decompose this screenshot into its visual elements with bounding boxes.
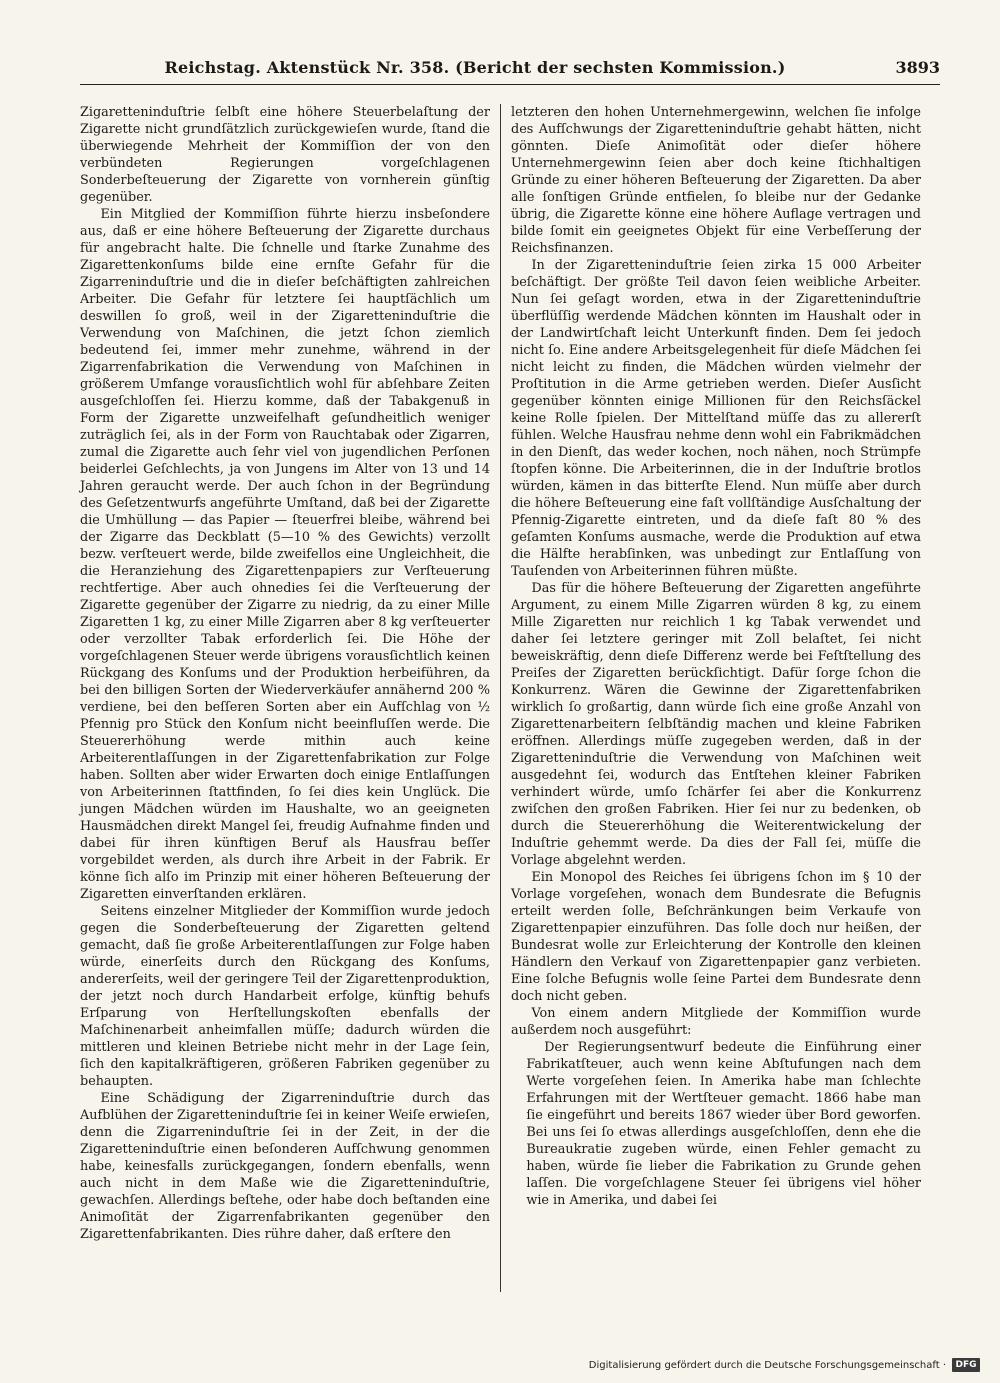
page-number: 3893 (895, 58, 940, 77)
paragraph: Seitens einzelner Mitglieder der Kommiſſion wurde jedoch gegen die Sonderbeſteuerung der Zigaretten geltend gemacht, daß ſie große Arbeiterentlaſſungen zur Folge haben würde, einerſeits durch den Rückgang des Konſums, andererſeits, weil der geringere Teil der Zigarettenproduktion, der jetzt noch durch Handarbeit erfolge, künftig behufs Erſparung von Herſtellungskoſten ebenfalls der Maſchinenarbeit anheimfallen müſſe; dadurch würden die mittleren und kleinen Betriebe nicht mehr in der Lage ſein, ſich den kapitalkräftigeren, größeren Fabriken gegenüber zu behaupten. (80, 904, 490, 1089)
footer-text: Digitalisierung gefördert durch die Deutsche Forschungsgemeinschaft · (588, 1359, 946, 1371)
quoted-paragraph: Der Regierungsentwurf bedeute die Einführung einer Fabrikatſteuer, auch wenn keine Abſtufungen nach dem Werte vorgeſehen ſeien. In Amerika habe man ſchlechte Erfahrungen mit der Wertſteuer gemacht. 1866 habe man ſie eingeführt und bereits 1867 wieder über Bord geworfen. Bei uns ſei ſo etwas allerdings ausgeſchloſſen, denn ehe die Bureaukratie zugeben würde, einen Fehler gemacht zu haben, würde ſie lieber die Fabrikation zu Grunde gehen laſſen. Die vorgeſchlagene Steuer ſei übrigens viel höher wie in Amerika, und dabei ſei (526, 1040, 921, 1208)
paragraph: letzteren den hohen Unternehmergewinn, welchen ſie infolge des Aufſchwungs der Zigaretteninduſtrie gehabt hätten, nicht gönnten. Dieſe Animoſität oder dieſer höhere Unternehmergewinn ſeien aber doch keine ſtichhaltigen Gründe zu einer höheren Beſteuerung der Zigaretten. Da aber alle ſonſtigen Gründe entfielen, ſo bleibe nur der Gedanke übrig, die Zigarette könne eine höhere Auflage vertragen und bilde ſomit ein geeignetes Objekt für eine Verbeſſerung der Reichsfinanzen. (511, 105, 921, 256)
paragraph: Ein Monopol des Reiches ſei übrigens ſchon im § 10 der Vorlage vorgeſehen, wonach dem Bundesrate die Befugnis erteilt werden ſolle, Beſchränkungen beim Verkaufe von Zigarettenpapier einzuführen. Das ſolle doch nur heißen, der Bundesrat wolle zur Erleichterung der Kontrolle den kleinen Händlern den Verkauf von Zigarettenpapier ganz verbieten. Eine ſolche Befugnis wolle ſeine Partei dem Bundesrate denn doch nicht geben. (511, 870, 921, 1004)
running-title: Reichstag. Aktenstück Nr. 358. (Bericht der sechsten Kommission.) (164, 58, 786, 77)
paragraph: Eine Schädigung der Zigarreninduſtrie durch das Aufblühen der Zigaretteninduſtrie ſei in keiner Weiſe erwieſen, denn die Zigarreninduſtrie ſei in der Zeit, in der die Zigaretteninduſtrie einen beſonderen Aufſchwung genommen habe, keinesfalls zurückgegangen, ſondern ebenfalls, wenn auch nicht in dem Maße wie die Zigaretteninduſtrie, gewachſen. Allerdings beſtehe, oder habe doch beſtanden eine Animoſität der Zigarrenfabrikanten gegenüber den Zigarettenfabrikanten. Dies rühre daher, daß erſtere den (80, 1091, 490, 1242)
paragraph: Zigaretteninduſtrie ſelbſt eine höhere Steuerbelaſtung der Zigarette nicht grundſätzlich zurückgewieſen wurde, ſtand die überwiegende Mehrheit der Kommiſſion der von den verbündeten Regierungen vorgeſchlagenen Sonderbeſteuerung der Zigarette von vornherein günſtig gegenüber. (80, 105, 490, 205)
left-column (80, 104, 490, 1243)
paragraph: In der Zigaretteninduſtrie ſeien zirka 15 000 Arbeiter beſchäftigt. Der größte Teil davon ſeien weibliche Arbeiter. Nun ſei geſagt worden, etwa in der Zigaretteninduſtrie überflüſſig werdende Mädchen könnten im Haushalt oder in der Landwirtſchaft leicht Unterkunft finden. Dem ſei jedoch nicht ſo. Eine andere Arbeitsgelegenheit für dieſe Mädchen ſei nicht leicht zu finden, die Mädchen würden vielmehr der Proſtitution in die Arme getrieben werden. Dieſer Ausſicht gegenüber könnten einige Millionen für den Reichsſäckel keine Rolle ſpielen. Der Mittelſtand müſſe das zu allererſt fühlen. Welche Hausfrau nehme denn wohl ein Fabrikmädchen in den Dienſt, das weder kochen, noch nähen, noch Strümpfe ſtopfen könne. Die Arbeiterinnen, die in der Induſtrie brotlos würden, kämen in das bitterſte Elend. Nun müſſe aber durch die höhere Beſteuerung eine faſt vollſtändige Ausſchaltung der Pfennig-Zigarette eintreten, und da dieſe faſt 80 % des geſamten Konſums ausmache, werde die Produktion auf etwa die Hälfte herabſinken, was unbedingt zur Entlaſſung von Tauſenden von Arbeiterinnen führen müßte. (511, 258, 921, 579)
digitization-footer (589, 1357, 980, 1373)
paragraph: Von einem andern Mitgliede der Kommiſſion wurde außerdem noch ausgeführt: (511, 1006, 921, 1038)
dfg-logo-icon: DFG (952, 1358, 980, 1372)
page-header (80, 58, 940, 85)
column-divider (500, 104, 501, 1292)
paragraph: Ein Mitglied der Kommiſſion führte hierzu insbeſondere aus, daß er eine höhere Beſteuerung der Zigarette durchaus für angebracht halte. Die ſchnelle und ſtarke Zunahme des Zigarettenkonſums bilde eine ernſte Gefahr für die Zigarreninduſtrie und die in dieſer beſchäftigten zahlreichen Arbeiter. Die Gefahr für letztere ſei hauptſächlich um deswillen ſo groß, weil in der Zigaretteninduſtrie die Verwendung von Maſchinen, die jetzt ſchon ziemlich bedeutend ſei, immer mehr zunehme, während in der Zigarrenfabrikation die Verwendung von Maſchinen in größerem Umfange vorausſichtlich wohl für abſehbare Zeiten ausgeſchloſſen ſei. Hierzu komme, daß der Tabakgenuß in Form der Zigarette unzweifelhaft geſundheitlich weniger zuträglich ſei, als in der Form von Rauchtabak oder Zigarren, zumal die Zigarette auch ſehr viel von jugendlichen Perſonen beiderlei Geſchlechts, ja von Jungens im Alter von 13 und 14 Jahren geraucht werde. Der auch ſchon in der Begründung des Geſetzentwurfs angeführte Umſtand, daß bei der Zigarette die Umhüllung — das Papier — ſteuerfrei bleibe, während bei der Zigarre das Deckblatt (5—10 % des Gewichts) verzollt bezw. verſteuert werde, bilde zweifellos eine Ungleichheit, die die Heranziehung des Zigarettenpapiers zur Verſteuerung rechtfertige. Aber auch ohnedies ſei die Verſteuerung der Zigarette gegenüber der Zigarre zu niedrig, da zu einer Mille Zigaretten 1 kg, zu einer Mille Zigarren aber 8 kg verſteuerter oder verzollter Tabak erforderlich ſei. Die Höhe der vorgeſchlagenen Steuer werde übrigens vorausſichtlich keinen Rückgang des Konſums und der Produktion herbeiführen, da bei den billigen Sorten der Wiederverkäufer annähernd 200 % verdiene, bei den beſſeren Sorten aber ein Aufſchlag von ½ Pfennig pro Stück den Konſum nicht beeinfluſſen werde. Die Steuererhöhung werde mithin auch keine Arbeiterentlaſſungen in der Zigarettenfabrikation zur Folge haben. Sollten aber wider Erwarten doch einige Entlaſſungen von Arbeiterinnen ſtattfinden, ſo ſei dies kein Unglück. Die jungen Mädchen würden im Haushalte, wo an geeigneten Hausmädchen direkt Mangel ſei, freudig Aufnahme finden und dabei für ihren künftigen Beruf als Hausfrau beſſer vorgebildet werden, als durch ihre Arbeit in der Fabrik. Er könne ſich alſo im Prinzip mit einer höheren Beſteuerung der Zigaretten einverſtanden erklären. (80, 207, 490, 902)
right-column (511, 104, 921, 1209)
paragraph: Das für die höhere Beſteuerung der Zigaretten angeführte Argument, zu einem Mille Zigarren würden 8 kg, zu einem Mille Zigaretten nur reichlich 1 kg Tabak verwendet und daher ſei letztere geringer mit Zoll belaſtet, ſei nicht beweiskräftig, denn dieſe Differenz werde bei Feſtſtellung des Preiſes der Zigaretten berückſichtigt. Dafür ſorge ſchon die Konkurrenz. Wären die Gewinne der Zigarettenfabriken wirklich ſo großartig, dann würde ſich eine große Anzahl von Zigarettenarbeitern ſelbſtändig machen und kleine Fabriken eröffnen. Allerdings müſſe zugegeben werden, daß in der Zigaretteninduſtrie die Verwendung von Maſchinen weit ausgedehnt ſei, wodurch das Entſtehen kleiner Fabriken verhindert würde, umſo ſchärfer ſei aber die Konkurrenz zwiſchen den großen Fabriken. Hier ſei nur zu bedenken, ob durch die Steuererhöhung die Weiterentwickelung der Induſtrie gehemmt werde. Da dies der Fall ſei, müſſe die Vorlage abgelehnt werden. (511, 581, 921, 868)
